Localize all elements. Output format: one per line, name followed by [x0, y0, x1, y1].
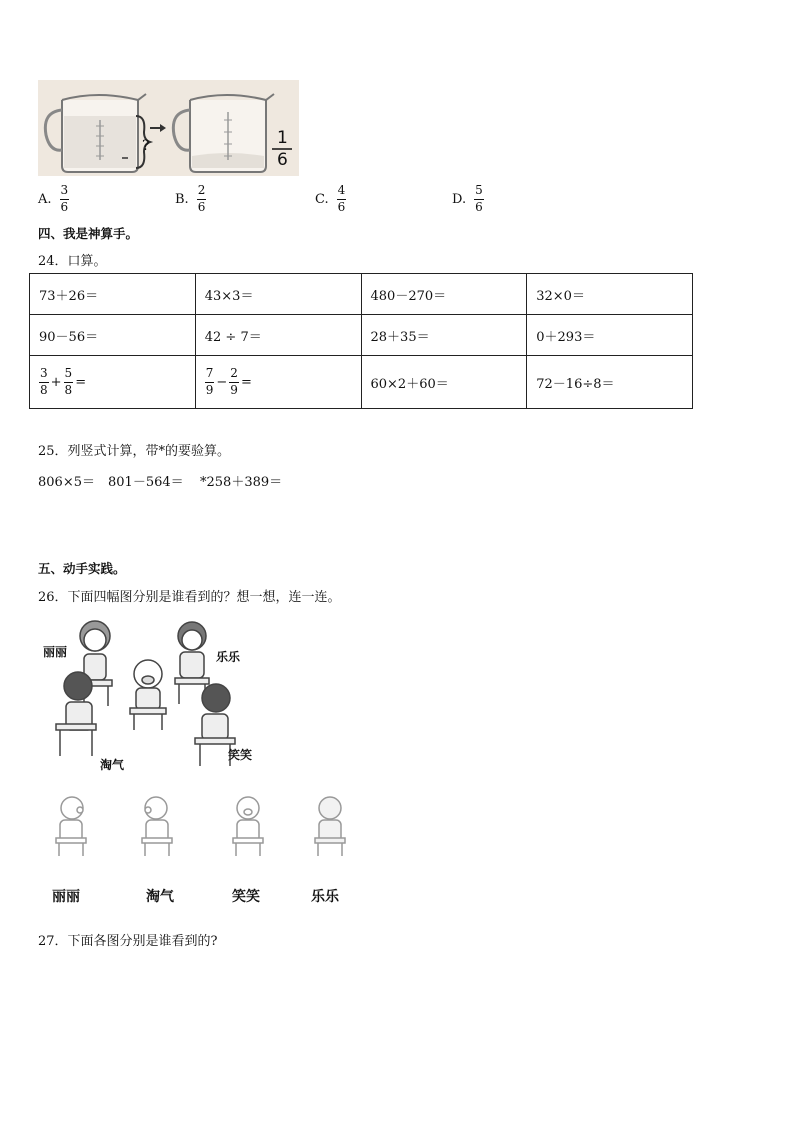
- measuring-cups-image: [38, 80, 299, 176]
- table-cell: 28＋35＝: [361, 315, 527, 356]
- section-title: 四、我是神算手。: [38, 226, 139, 241]
- table-cell: 73＋26＝: [30, 274, 196, 315]
- question-title: 25．列竖式计算，带*的要验算。: [38, 444, 231, 459]
- option-fraction: $\frac{4}{6}$: [337, 183, 346, 214]
- table-cell: 43×3＝: [195, 274, 361, 315]
- table-cell: 0＋293＝: [527, 315, 693, 356]
- option-c[interactable]: [315, 184, 346, 215]
- option-letter: C.: [315, 191, 329, 207]
- scene-label-lele: 乐乐: [216, 650, 241, 664]
- option-a[interactable]: [38, 184, 69, 215]
- table-cell: $\frac{7}{9}$ − $\frac{2}{9}$ =: [195, 356, 361, 409]
- table-cell: 42 ÷ 7＝: [195, 315, 361, 356]
- table-row: [30, 274, 693, 315]
- scene-label-taoqi: 淘气: [100, 758, 125, 772]
- scene-label-xiaoxiao: 笑笑: [228, 748, 253, 762]
- table-cell: 32×0＝: [527, 274, 693, 315]
- image-fraction-den: 6: [277, 150, 288, 170]
- question-mark: ?: [142, 138, 150, 154]
- calc-item: 806×5＝: [38, 475, 95, 490]
- option-letter: B.: [175, 191, 189, 207]
- pig-view-1: [50, 794, 90, 858]
- question-title: 24．口算。: [38, 254, 107, 269]
- table-cell: 480－270＝: [361, 274, 527, 315]
- bottom-label-taoqi: 淘气: [146, 889, 174, 905]
- mental-math-table: [29, 273, 693, 409]
- measuring-cups-drawing: [38, 80, 299, 176]
- table-cell: $\frac{3}{8}$ + $\frac{5}{8}$ =: [30, 356, 196, 409]
- question-title: 26．下面四幅图分别是谁看到的？想一想，连一连。: [38, 590, 341, 605]
- calc-item: *258＋389＝: [200, 475, 283, 490]
- bottom-label-lele: 乐乐: [311, 889, 339, 905]
- pig-view-4: [310, 794, 350, 858]
- table-row: [30, 315, 693, 356]
- question-title: 27．下面各图分别是谁看到的?: [38, 934, 218, 949]
- option-fraction: $\frac{2}{6}$: [197, 183, 206, 214]
- pig-view-3: [228, 794, 268, 858]
- section-title: 五、动手实践。: [38, 561, 126, 576]
- bottom-label-lili: 丽丽: [52, 889, 80, 905]
- calc-item: 801－564＝: [108, 475, 184, 490]
- image-fraction-num: 1: [277, 128, 288, 148]
- option-d[interactable]: [452, 184, 484, 215]
- table-row: [30, 356, 693, 409]
- table-cell: 72－16÷8＝: [527, 356, 693, 409]
- option-fraction: $\frac{3}{6}$: [60, 183, 69, 214]
- option-b[interactable]: [175, 184, 206, 215]
- bottom-label-xiaoxiao: 笑笑: [232, 889, 260, 905]
- option-letter: A.: [38, 191, 52, 207]
- pig-view-2: [138, 794, 178, 858]
- option-fraction: $\frac{5}{6}$: [475, 183, 483, 214]
- scene-label-lili: 丽丽: [43, 645, 68, 659]
- option-letter: D.: [452, 191, 467, 207]
- children-scene-image: [40, 614, 270, 774]
- table-cell: 60×2＋60＝: [361, 356, 527, 409]
- table-cell: 90－56＝: [30, 315, 196, 356]
